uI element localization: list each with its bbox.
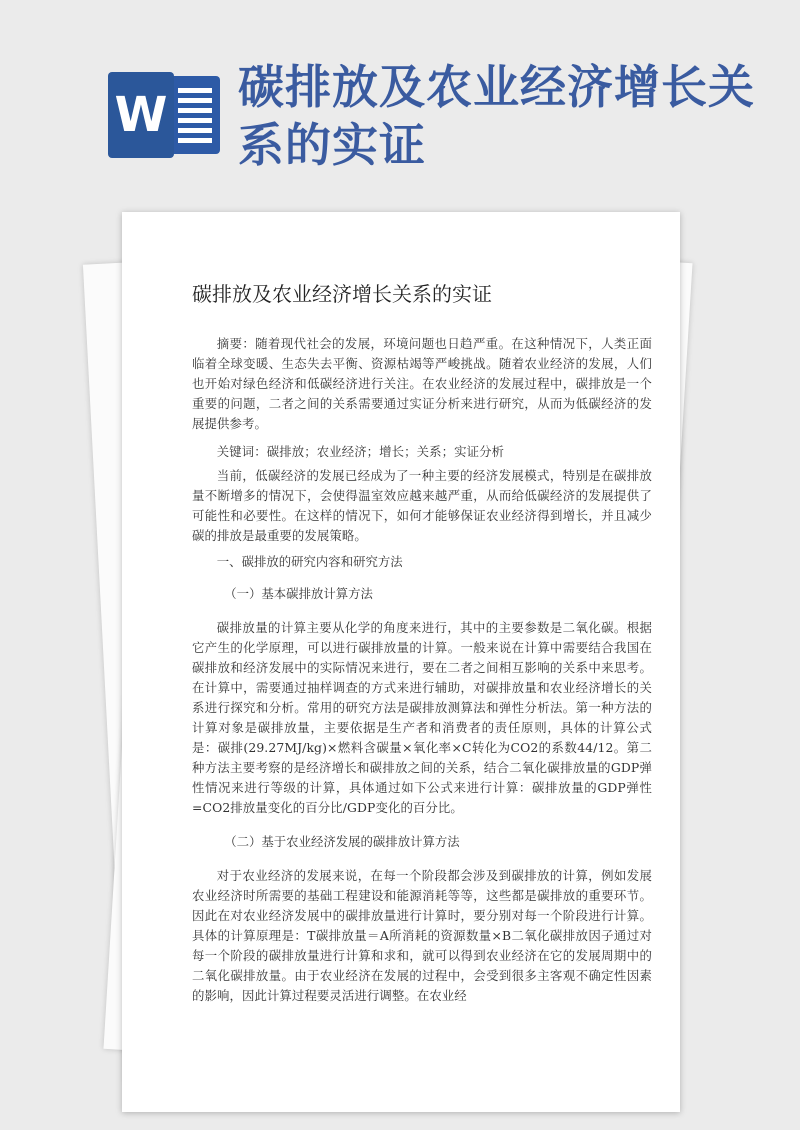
abstract-paragraph: 摘要：随着现代社会的发展，环境问题也日趋严重。在这种情况下，人类正面临着全球变暖、生态失去平衡、资源枯竭等严峻挑战。随着农业经济的发展，人们也开始对绿色经济和低碳经济进行关注。在农业经济的发展过程中，碳排放是一个重要的问题，二者之间的关系需要通过实证分析来进行研究，从而为低碳经济的发展提供参考。 bbox=[192, 336, 652, 431]
intro-paragraph: 当前，低碳经济的发展已经成为了一种主要的经济发展模式，特别是在碳排放量不断增多的情况下，会使得温室效应越来越严重，从而给低碳经济的发展提供了可能性和必要性。在这样的情况下，如何才能够保证农业经济得到增长，并且减少碳的排放是最重要的发展策略。 bbox=[192, 468, 652, 543]
word-document-icon bbox=[108, 72, 220, 158]
header bbox=[0, 0, 800, 200]
banner-title: 碳排放及农业经济增长关系的实证 bbox=[238, 60, 755, 172]
subsection-heading-2: （二）基于农业经济发展的碳排放计算方法 bbox=[224, 834, 460, 849]
document-page bbox=[122, 212, 680, 1112]
document-body bbox=[192, 280, 652, 1010]
keywords-line: 关键词：碳排放；农业经济；增长；关系；实证分析 bbox=[216, 444, 505, 459]
section-heading-1: 一、碳排放的研究内容和研究方法 bbox=[216, 554, 403, 569]
subsection-2-paragraph: 对于农业经济的发展来说，在每一个阶段都会涉及到碳排放的计算，例如发展农业经济时所需要的基础工程建设和能源消耗等等，这些都是碳排放的重要环节。因此在对农业经济发展中的碳排放量进行计算时，要分别对每一个阶段进行计算。具体的计算原理是：T碳排放量＝A所消耗的资源数量×B二氧化碳排放因子通过对每一个阶段的碳排放量进行计算和求和，就可以得到农业经济在它的发展周期中的二氧化碳排放量。由于农业经济在发展的过程中，会受到很多主客观不确定性因素的影响，因此计算过程要灵活进行调整。在农业经 bbox=[192, 868, 652, 1003]
article-title: 碳排放及农业经济增长关系的实证 bbox=[192, 282, 492, 306]
subsection-heading-1: （一）基本碳排放计算方法 bbox=[224, 586, 373, 601]
word-badge: W bbox=[108, 72, 174, 158]
subsection-1-paragraph: 碳排放量的计算主要从化学的角度来进行，其中的主要参数是二氧化碳。根据它产生的化学原理，可以进行碳排放量的计算。一般来说在计算中需要结合我国在碳排放和经济发展中的实际情况来进行，要在二者之间相互影响的关系中来思考。在计算中，需要通过抽样调查的方式来进行辅助，对碳排放量和农业经济增长的关系进行探究和分析。常用的研究方法是碳排放测算法和弹性分析法。第一种方法的计算对象是碳排放量，主要依据是生产者和消费者的责任原则，具体的计算公式是：碳排(29.27MJ/kg)×燃料含碳量×氧化率×C转化为CO2的系数44/12。第二种方法主要考察的是经济增长和碳排放之间的关系，结合二氧化碳排放量的GDP弹性情况来进行等级的计算，具体通过如下公式来进行计算：碳排放量的GDP弹性=CO2排放量变化的百分比/GDP变化的百分比。 bbox=[192, 620, 652, 815]
